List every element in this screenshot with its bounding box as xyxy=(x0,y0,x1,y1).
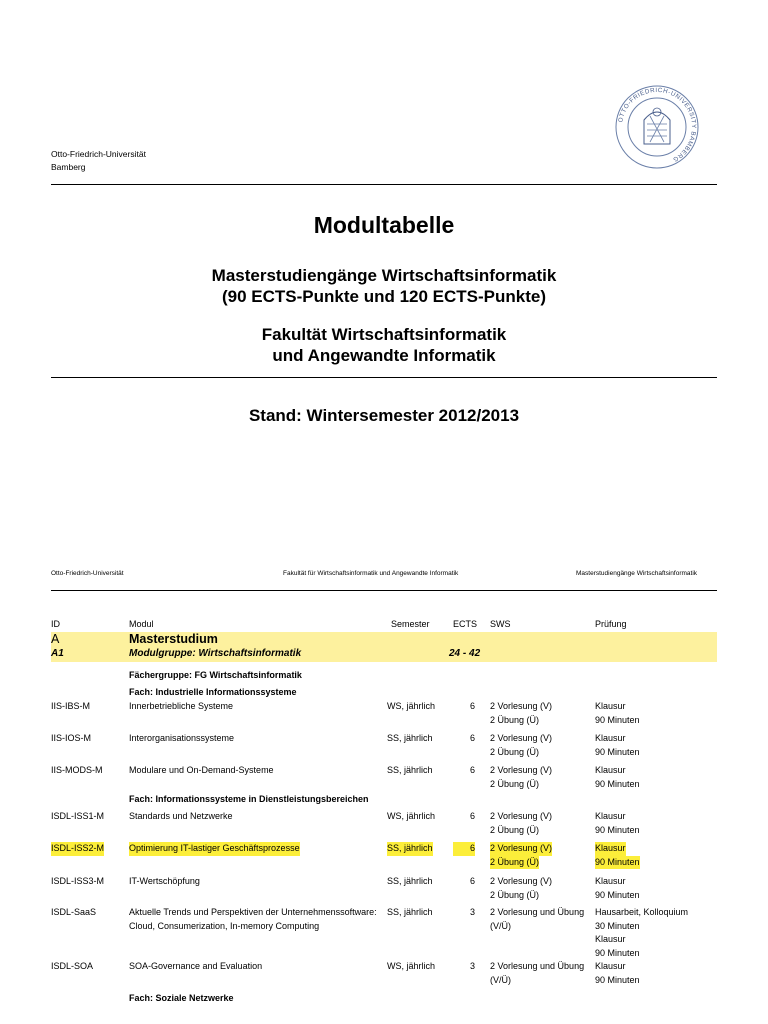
module-ects: 6 xyxy=(469,765,475,775)
module-sws: 2 Vorlesung (V) xyxy=(490,876,553,886)
table-row xyxy=(51,700,717,732)
fach3-block xyxy=(51,992,717,1006)
module-exam: Klausur xyxy=(595,961,626,971)
fach2-rows xyxy=(51,810,717,992)
faculty-title xyxy=(51,324,717,366)
module-ects: 6 xyxy=(469,733,475,743)
module-id: IIS-IBS-M xyxy=(51,701,91,711)
module-ects: 6 xyxy=(469,876,475,886)
module-semester: SS, jährlich xyxy=(387,842,433,856)
module-exam: 90 Minuten xyxy=(595,778,640,789)
subtitle-line-2: (90 ECTS-Punkte und 120 ECTS-Punkte) xyxy=(222,287,546,306)
module-name: Innerbetriebliche Systeme xyxy=(129,701,234,711)
module-semester: SS, jährlich xyxy=(387,765,433,775)
module-table xyxy=(51,618,717,1006)
module-exam: Klausur xyxy=(595,934,626,944)
module-ects: 3 xyxy=(469,907,475,917)
module-semester: SS, jährlich xyxy=(387,876,433,886)
module-id: ISDL-ISS1-M xyxy=(51,811,105,821)
module-name: Cloud, Consumerization, In-memory Computing xyxy=(129,920,320,931)
faechergruppe-label: Fächergruppe: FG Wirtschaftsinformatik xyxy=(129,670,302,680)
module-name: IT-Wertschöpfung xyxy=(129,876,200,886)
module-ects: 6 xyxy=(453,842,475,856)
section-label: Masterstudium xyxy=(129,632,218,646)
col-header-semester: Semester xyxy=(391,619,430,629)
group-id: A1 xyxy=(51,648,64,659)
module-name: Modulare und On-Demand-Systeme xyxy=(129,765,274,775)
module-exam: Klausur xyxy=(595,765,626,775)
university-seal-logo xyxy=(614,84,700,170)
module-id: ISDL-SaaS xyxy=(51,907,97,917)
module-ects: 6 xyxy=(469,811,475,821)
module-ects: 3 xyxy=(469,961,475,971)
module-id: IIS-MODS-M xyxy=(51,765,103,775)
module-exam: Klausur xyxy=(595,811,626,821)
table-row xyxy=(51,906,717,960)
subtitle-line-1: Masterstudiengänge Wirtschaftsinformatik xyxy=(211,266,557,285)
module-semester: SS, jährlich xyxy=(387,907,433,917)
university-line-1: Otto-Friedrich-Universität xyxy=(51,149,146,159)
module-name: SOA-Governance and Evaluation xyxy=(129,961,263,971)
col-header-sws: SWS xyxy=(490,619,511,629)
module-exam: Klausur xyxy=(595,876,626,886)
module-sws: 2 Übung (Ü) xyxy=(490,746,540,757)
page-header-center: Fakultät für Wirtschaftsinformatik und Angewandte Informatik xyxy=(283,570,459,577)
module-id: IIS-IOS-M xyxy=(51,733,91,743)
module-semester: SS, jährlich xyxy=(387,733,433,743)
module-sws: 2 Übung (Ü) xyxy=(490,856,539,870)
module-exam: Klausur xyxy=(595,842,626,856)
table-row xyxy=(51,732,717,764)
module-ects: 6 xyxy=(469,701,475,711)
module-exam: Klausur xyxy=(595,733,626,743)
module-name: Standards und Netzwerke xyxy=(129,811,233,821)
module-exam: Hausarbeit, Kolloquium xyxy=(595,907,689,917)
subtitle xyxy=(51,265,717,307)
module-exam: 90 Minuten xyxy=(595,824,640,835)
module-sws: 2 Vorlesung (V) xyxy=(490,842,552,856)
middle-divider xyxy=(51,377,717,378)
module-id: ISDL-SOA xyxy=(51,961,94,971)
module-sws: 2 Vorlesung und Übung xyxy=(490,907,585,917)
fach-label: Fach: Industrielle Informationssysteme xyxy=(129,687,297,697)
group-label: Modulgruppe: Wirtschaftsinformatik xyxy=(129,648,302,659)
module-sws: 2 Übung (Ü) xyxy=(490,824,540,835)
fach-label: Fach: Informationssysteme in Dienstleistungsbereichen xyxy=(129,794,369,804)
module-id: ISDL-ISS2-M xyxy=(51,842,104,856)
module-exam: 90 Minuten xyxy=(595,974,640,985)
fach-label: Fach: Soziale Netzwerke xyxy=(129,993,234,1003)
faechergruppe-block xyxy=(51,662,717,700)
module-exam: 90 Minuten xyxy=(595,746,640,757)
table-row xyxy=(51,960,717,992)
module-sws: 2 Vorlesung (V) xyxy=(490,765,553,775)
faculty-line-2: und Angewandte Informatik xyxy=(272,346,496,365)
university-line-2: Bamberg xyxy=(51,162,86,172)
module-exam: 30 Minuten xyxy=(595,920,640,931)
module-sws: 2 Übung (Ü) xyxy=(490,778,540,789)
module-semester: WS, jährlich xyxy=(387,811,436,821)
module-semester: WS, jährlich xyxy=(387,701,436,711)
fach1-rows xyxy=(51,700,717,793)
svg-text:OTTO-FRIEDRICH-UNIVERSITY BAMB: OTTO-FRIEDRICH-UNIVERSITY BAMBERG xyxy=(617,86,698,163)
module-sws: 2 Übung (Ü) xyxy=(490,889,540,900)
university-name xyxy=(51,148,146,174)
module-exam: 90 Minuten xyxy=(595,856,640,870)
table-row xyxy=(51,810,717,842)
faculty-line-1: Fakultät Wirtschaftsinformatik xyxy=(261,325,507,344)
table-row xyxy=(51,842,717,875)
module-exam: Klausur xyxy=(595,701,626,711)
col-header-id: ID xyxy=(51,619,60,629)
col-header-modul: Modul xyxy=(129,619,154,629)
col-header-ects: ECTS xyxy=(453,619,478,629)
module-id: ISDL-ISS3-M xyxy=(51,876,105,886)
module-sws: 2 Vorlesung (V) xyxy=(490,733,553,743)
fach2-block xyxy=(51,793,717,810)
page-header-left: Otto-Friedrich-Universität xyxy=(51,570,124,577)
module-name: Optimierung IT-lastiger Geschäftsprozesse xyxy=(129,842,300,856)
module-sws: (V/Ü) xyxy=(490,974,511,985)
module-exam: 90 Minuten xyxy=(595,889,640,900)
stand-heading: Stand: Wintersemester 2012/2013 xyxy=(248,406,520,425)
page-header-divider xyxy=(51,590,717,591)
page-title: Modultabelle xyxy=(313,212,455,238)
module-exam: 90 Minuten xyxy=(595,947,640,958)
col-header-pruefung: Prüfung xyxy=(595,619,627,629)
module-sws: 2 Vorlesung (V) xyxy=(490,701,553,711)
module-sws: 2 Vorlesung und Übung xyxy=(490,961,585,971)
module-sws: 2 Übung (Ü) xyxy=(490,714,540,725)
module-exam: 90 Minuten xyxy=(595,714,640,725)
module-semester: WS, jährlich xyxy=(387,961,436,971)
table-row xyxy=(51,875,717,906)
module-sws: 2 Vorlesung (V) xyxy=(490,811,553,821)
section-id: A xyxy=(51,632,60,646)
module-sws: (V/Ü) xyxy=(490,920,511,931)
module-name: Interorganisationssysteme xyxy=(129,733,235,743)
top-divider xyxy=(51,184,717,185)
module-name: Aktuelle Trends und Perspektiven der Unternehmenssoftware: xyxy=(129,907,377,917)
table-header-row xyxy=(51,618,717,632)
section-band xyxy=(51,632,717,662)
group-ects: 24 - 42 xyxy=(449,648,481,659)
table-row xyxy=(51,764,717,793)
page-header-right: Masterstudiengänge Wirtschaftsinformatik xyxy=(576,570,698,577)
